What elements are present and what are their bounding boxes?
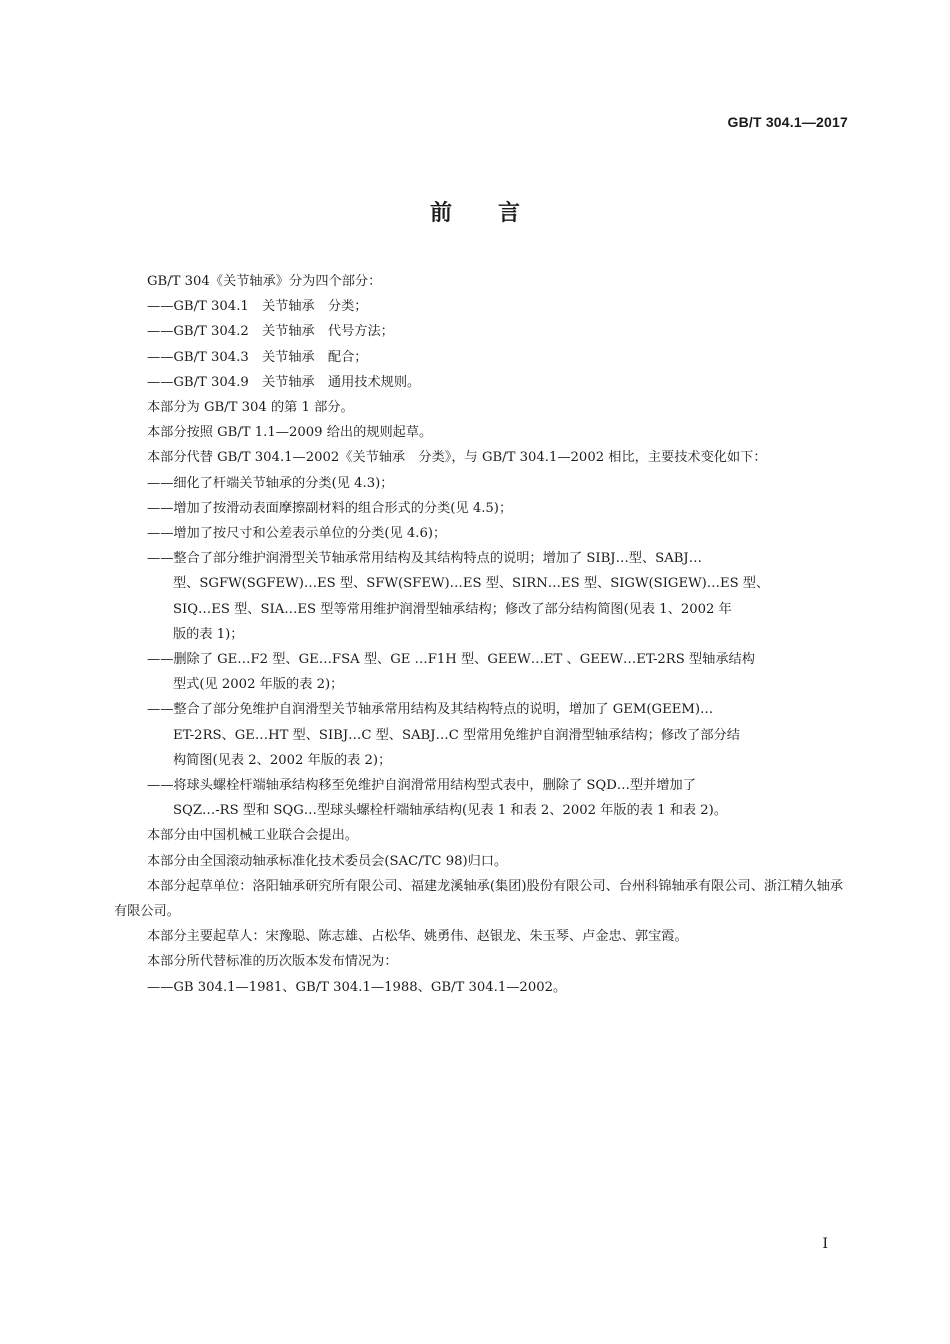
foreword-body — [114, 269, 852, 1000]
page-number: I — [822, 1236, 828, 1252]
list-item-part-2: ——GB/T 304.2 关节轴承 代号方法； — [147, 324, 394, 340]
paragraph-parts-intro: GB/T 304《关节轴承》分为四个部分： — [147, 274, 382, 289]
paragraph-history-intro: 本部分所代替标准的历次版本发布情况为： — [147, 954, 398, 970]
paragraph-technical-committee: 本部分由全国滚动轴承标准化技术委员会(SAC/TC 98)归口。 — [147, 853, 508, 869]
page-title: 前言 — [429, 201, 566, 226]
list-item-change-6: ——整合了部分免维护自润滑型关节轴承常用结构及其结构特点的说明，增加了 GEM(GEEM)… — [147, 702, 714, 718]
list-item-change-4-line-2: 型、SGFW(SGFEW)…ES 型、SFW(SFEW)…ES 型、SIRN…ES 型、SIGW(SIGEW)…ES 型、 — [173, 576, 770, 592]
paragraph-drafting-units: 本部分起草单位：洛阳轴承研究所有限公司、福建龙溪轴承(集团)股份有限公司、台州科锦轴承有限公司、浙江精久轴承有限公司。 — [114, 878, 844, 920]
list-item-change-2: ——增加了按滑动表面摩擦副材料的组合形式的分类(见 4.5)； — [147, 500, 513, 516]
list-item-change-6-line-3: 构简图(见表 2、2002 年版的表 2)； — [173, 752, 392, 768]
list-item-change-7-line-2: SQZ…-RS 型和 SQG…型球头螺栓杆端轴承结构(见表 1 和表 2、2002 年版的表 1 和表 2)。 — [173, 803, 728, 819]
list-item-change-4-line-3: SIQ…ES 型、SIA…ES 型等常用维护润滑型轴承结构；修改了部分结构简图(见表 1、2002 年 — [173, 601, 732, 617]
standard-number: GB/T 304.1—2017 — [727, 114, 848, 130]
list-item-change-4-line-4: 版的表 1)； — [173, 626, 244, 642]
list-item-change-4: ——整合了部分维护润滑型关节轴承常用结构及其结构特点的说明；增加了 SIBJ…型、SABJ… — [147, 551, 702, 567]
list-item-part-3: ——GB/T 304.3 关节轴承 配合； — [147, 349, 368, 365]
paragraph-drafters: 本部分主要起草人：宋豫聪、陈志雄、占松华、姚勇伟、赵银龙、朱玉琴、卢金忠、郭宝霞。 — [147, 929, 688, 945]
paragraph-proposed-by: 本部分由中国机械工业联合会提出。 — [147, 828, 358, 844]
list-item-change-7: ——将球头螺栓杆端轴承结构移至免维护自润滑常用结构型式表中，删除了 SQD…型并增加了 — [147, 778, 696, 794]
paragraph-drafting-rules: 本部分按照 GB/T 1.1—2009 给出的规则起草。 — [147, 425, 433, 441]
list-item-change-5-line-2: 型式(见 2002 年版的表 2)； — [173, 677, 344, 693]
paragraph-replacement: 本部分代替 GB/T 304.1—2002《关节轴承 分类》，与 GB/T 304.1—2002 相比，主要技术变化如下： — [147, 450, 767, 466]
list-item-change-3: ——增加了按尺寸和公差表示单位的分类(见 4.6)； — [147, 526, 447, 542]
list-item-history: ——GB 304.1—1981、GB/T 304.1—1988、GB/T 304.1—2002。 — [147, 979, 567, 995]
paragraph-part-number: 本部分为 GB/T 304 的第 1 部分。 — [147, 400, 354, 416]
list-item-part-9: ——GB/T 304.9 关节轴承 通用技术规则。 — [147, 374, 421, 390]
list-item-change-5: ——删除了 GE…F2 型、GE…FSA 型、GE …F1H 型、GEEW…ET 、GEEW…ET-2RS 型轴承结构 — [147, 652, 755, 668]
list-item-change-1: ——细化了杆端关节轴承的分类(见 4.3)； — [147, 475, 394, 491]
list-item-part-1: ——GB/T 304.1 关节轴承 分类； — [147, 299, 368, 315]
list-item-change-6-line-2: ET-2RS、GE…HT 型、SIBJ…C 型、SABJ…C 型常用免维护自润滑型轴承结构；修改了部分结 — [173, 727, 740, 743]
